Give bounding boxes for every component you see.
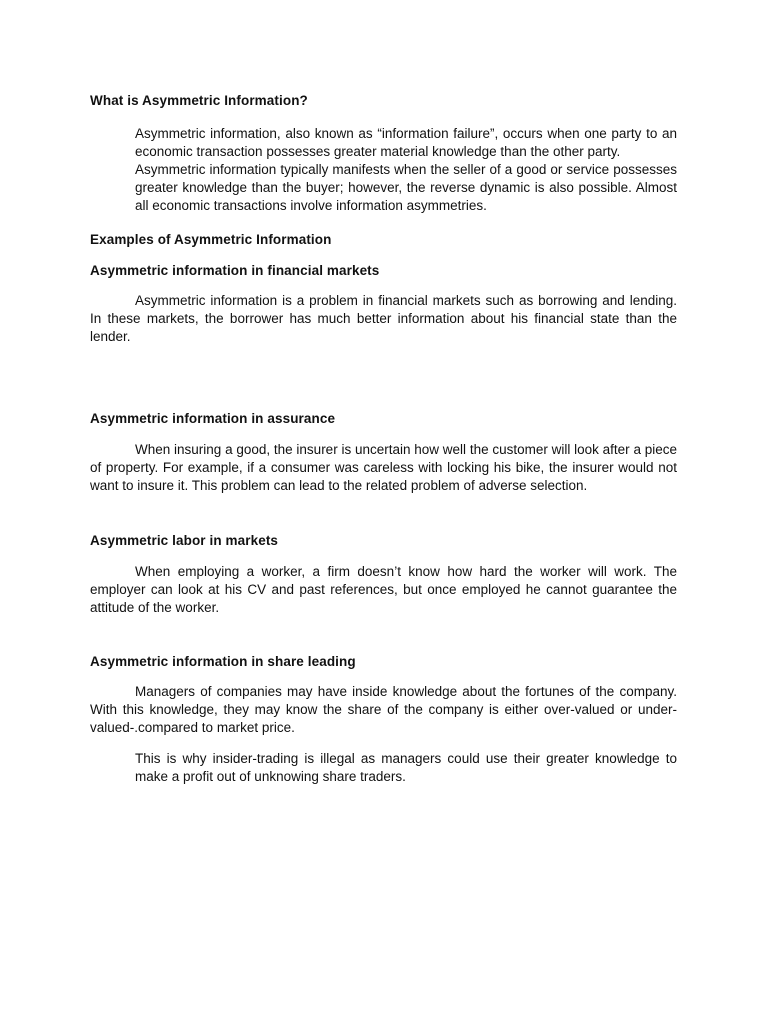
share-leading-paragraph-1: Managers of companies may have inside knowledge about the fortunes of the company. With this knowledge, they may know the share of the company is either over-valued or under-valued-.compared to market price.	[90, 684, 677, 735]
heading-share-leading: Asymmetric information in share leading	[90, 654, 356, 669]
heading-assurance: Asymmetric information in assurance	[90, 411, 336, 426]
heading-what-is-asymmetric-information: What is Asymmetric Information?	[90, 93, 308, 108]
share-leading-paragraph-2: This is why insider-trading is illegal as managers could use their greater knowledge to make a profit out of unknowing share traders.	[135, 751, 677, 784]
assurance-paragraph: When insuring a good, the insurer is uncertain how well the customer will look after a piece of property. For example, if a consumer was careless with locking his bike, the insurer would not want to insure it. This problem can lead to the related problem of adverse selection.	[90, 442, 677, 493]
intro-paragraph-1: Asymmetric information, also known as “information failure”, occurs when one party to an economic transaction possesses greater material knowledge than the other party.	[135, 126, 677, 159]
document-page	[90, 92, 677, 786]
financial-markets-paragraph: Asymmetric information is a problem in financial markets such as borrowing and lending. In these markets, the borrower has much better information about his financial state than the lender.	[90, 293, 677, 344]
heading-financial-markets: Asymmetric information in financial markets	[90, 263, 380, 278]
heading-examples: Examples of Asymmetric Information	[90, 232, 332, 247]
intro-paragraph-2: Asymmetric information typically manifests when the seller of a good or service possesses greater knowledge than the buyer; however, the reverse dynamic is also possible. Almost all economic transactions involve information asymmetries.	[135, 162, 677, 213]
intro-block	[90, 125, 677, 215]
heading-labor-markets: Asymmetric labor in markets	[90, 533, 279, 548]
share-leading-block	[90, 750, 677, 786]
labor-markets-paragraph: When employing a worker, a firm doesn’t know how hard the worker will work. The employer can look at his CV and past references, but once employed he cannot guarantee the attitude of the worker.	[90, 564, 677, 615]
